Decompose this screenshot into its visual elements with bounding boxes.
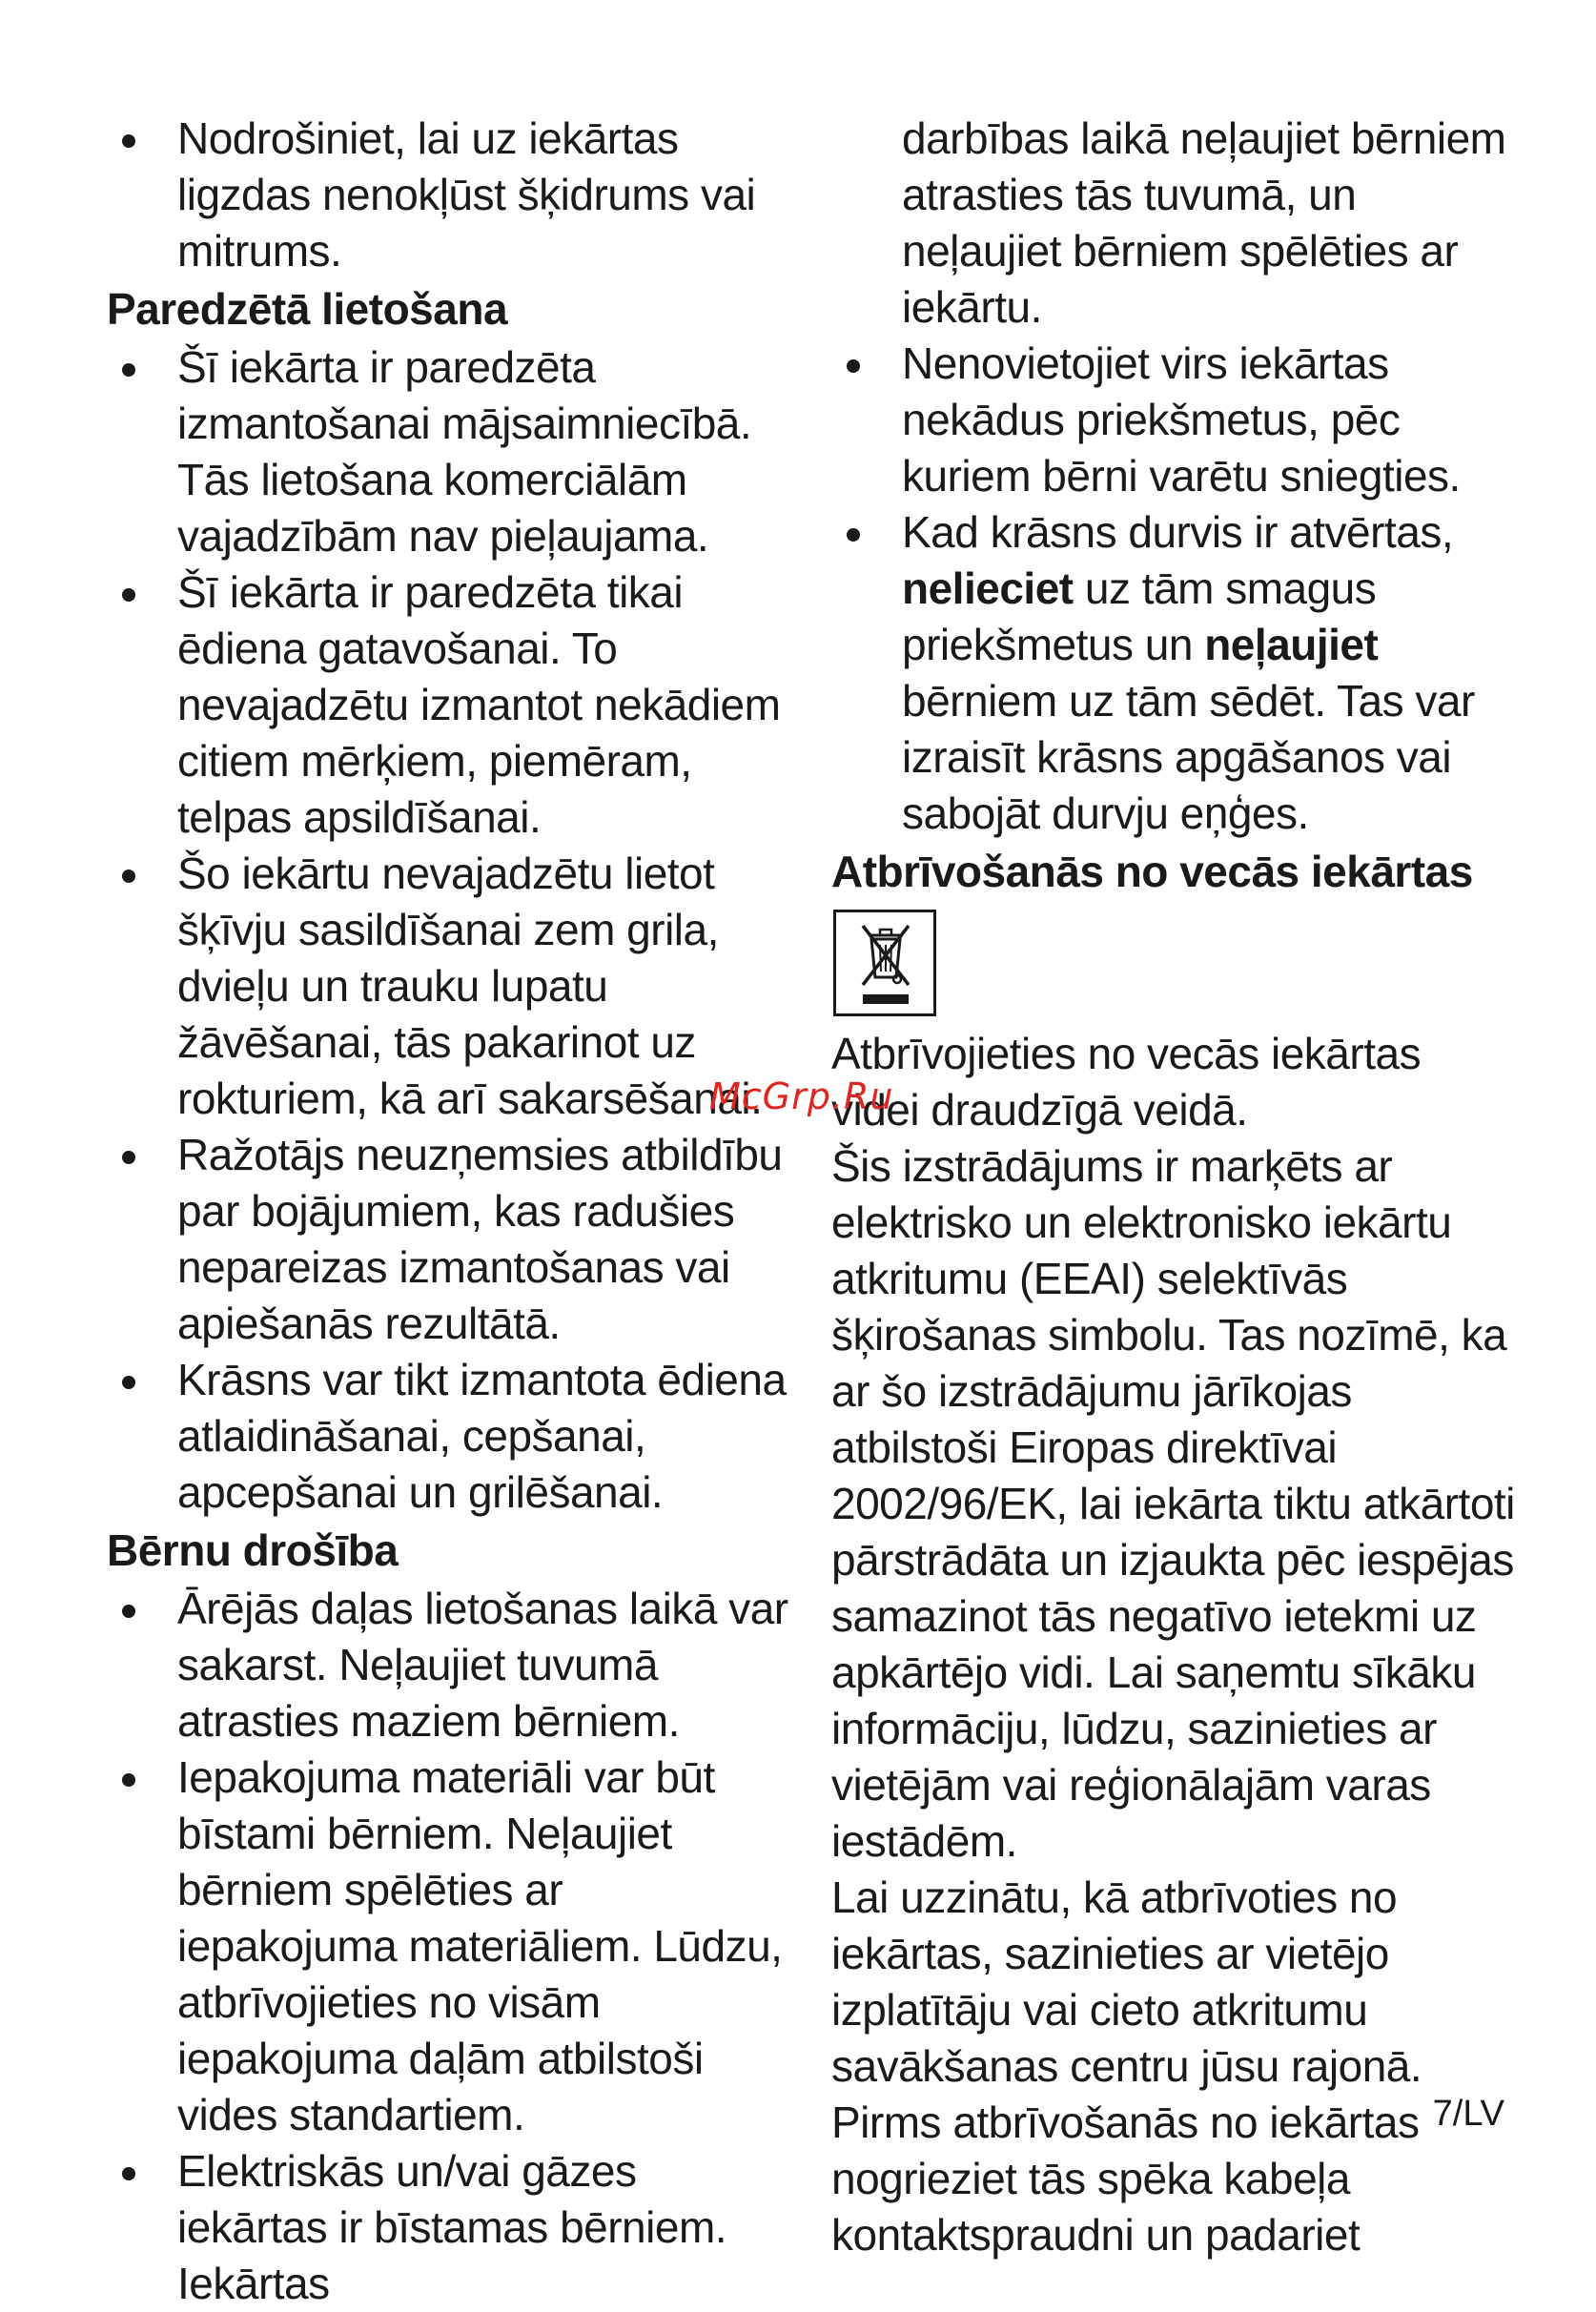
watermark: McGrp.Ru — [709, 1075, 894, 1117]
weee-crossed-bin-icon — [833, 910, 936, 1016]
list-item: Nodrošiniet, lai uz iekārtas ligzdas nenokļūst šķidrums vai mitrums. — [107, 111, 793, 279]
right-column — [831, 111, 1518, 2263]
list-item: Krāsns var tikt izmantota ēdiena atlaidināšanai, cepšanai, apcepšanai un grilēšanai. — [107, 1352, 793, 1521]
emphasis: neļaujiet — [1204, 620, 1379, 669]
disposal-paragraph: Šis izstrādājums ir marķēts ar elektrisko un elektronisko iekārtu atkritumu (EEAI) selektīvās šķirošanas simbolu. Tas nozīmē, ka ar šo izstrādājumu jārīkojas atbilstoši Eiropas direktīvai 2002/96/EK, lai iekārta tiktu atkārtoti pārstrādāta un izjaukta pēc iespējas samazinot tās negatīvo ietekmi uz apkārtējo vidi. Lai saņemtu sīkāku informāciju, lūdzu, sazinieties ar vietējām vai reģionālajām varas iestādēm. — [831, 1141, 1515, 1866]
section-heading-child-safety: Bērnu drošība — [107, 1525, 399, 1575]
left-column — [107, 111, 793, 2312]
intended-use-list — [107, 339, 793, 1521]
child-safety-list — [107, 1581, 793, 2312]
list-item: Ārējās daļas lietošanas laikā var sakarst. Neļaujiet tuvumā atrasties maziem bērniem. — [107, 1581, 793, 1749]
intro-list — [107, 111, 793, 279]
page-number: 7/LV — [1432, 2094, 1504, 2134]
section-heading-intended-use: Paredzētā lietošana — [107, 284, 508, 334]
disposal-paragraph: Lai uzzinātu, kā atbrīvoties no iekārtas, sazinieties ar vietējo izplatītāju vai cieto atkritumu savākšanas centru jūsu rajonā. — [831, 1872, 1422, 2091]
list-item: Ražotājs neuzņemsies atbildību par bojājumiem, kas radušies nepareizas izmantošanas vai apiešanās rezultātā. — [107, 1127, 793, 1352]
list-item-door-warning: Kad krāsns durvis ir atvērtas, nelieciet uz tām smagus priekšmetus un neļaujiet bērniem uz tām sēdēt. Tas var izraisīt krāsns apgāšanos vai sabojāt durvju eņģes. — [831, 504, 1518, 842]
disposal-paragraph: Pirms atbrīvošanās no iekārtas nogrieziet tās spēka kabeļa kontaktspraudni un padariet — [831, 2097, 1420, 2260]
emphasis: nelieciet — [902, 563, 1074, 613]
continued-text: darbības laikā neļaujiet bērniem atrasties tās tuvumā, un neļaujiet bērniem spēlēties ar iekārtu. — [902, 113, 1506, 332]
child-safety-list-continued — [831, 336, 1518, 842]
list-item: Nenovietojiet virs iekārtas nekādus priekšmetus, pēc kuriem bērni varētu sniegties. — [831, 336, 1518, 504]
section-heading-disposal: Atbrīvošanās no vecās iekārtas — [831, 847, 1473, 896]
list-item: Elektriskās un/vai gāzes iekārtas ir bīstamas bērniem. Iekārtas — [107, 2143, 793, 2312]
list-item: Šī iekārta ir paredzēta izmantošanai mājsaimniecībā. Tās lietošana komerciālām vajadzībām nav pieļaujama. — [107, 339, 793, 564]
list-item: Šī iekārta ir paredzēta tikai ēdiena gatavošanai. To nevajadzētu izmantot nekādiem citiem mērķiem, piemēram, telpas apsildīšanai. — [107, 564, 793, 846]
list-item: Šo iekārtu nevajadzētu lietot šķīvju sasildīšanai zem grila, dvieļu un trauku lupatu žāvēšanai, tās pakarinot uz rokturiem, kā arī sakarsēšanai. — [107, 846, 793, 1127]
list-item: Iepakojuma materiāli var būt bīstami bērniem. Neļaujiet bērniem spēlēties ar iepakojuma materiāliem. Lūdzu, atbrīvojieties no visām iepakojuma daļām atbilstoši vides standartiem. — [107, 1749, 793, 2143]
disposal-paragraph: Atbrīvojieties no vecās iekārtas videi draudzīgā veidā. — [831, 1029, 1422, 1135]
